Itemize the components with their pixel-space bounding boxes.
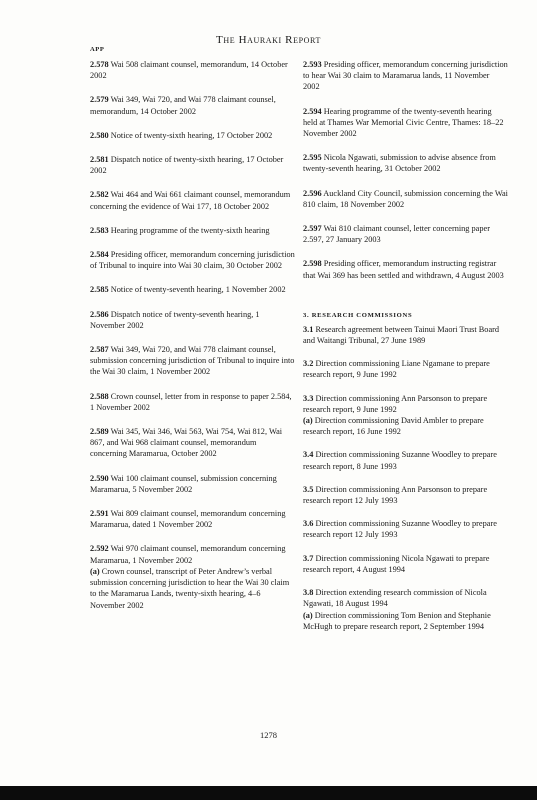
list-item xyxy=(90,391,295,413)
sub-entry-letter: (a) xyxy=(303,416,313,426)
entry-text: Wai 464 and Wai 661 claimant counsel, memorandum concerning the evidence of Wai 177, 18 October 2002 xyxy=(90,190,291,211)
entry-number: 3.1 xyxy=(303,324,314,334)
entry-text: Nicola Ngawati, submission to advise absence from twenty-seventh hearing, 31 October 2002 xyxy=(303,153,496,174)
list-item xyxy=(303,258,508,280)
list-item xyxy=(303,358,508,380)
document-list-continued xyxy=(303,59,508,281)
entry-number: 3.3 xyxy=(303,393,314,403)
entry-text: Crown counsel, letter from in response to paper 2.584, 1 November 2002 xyxy=(90,391,292,412)
entry-text: Hearing programme of the twenty-sixth hearing xyxy=(108,225,270,235)
left-column xyxy=(90,59,295,624)
entry-number: 2.586 xyxy=(90,309,109,319)
entry-text: Wai 508 claimant counsel, memorandum, 14 October 2002 xyxy=(90,60,288,81)
list-item xyxy=(90,284,295,295)
sub-entry xyxy=(303,610,508,632)
entry-number: 2.581 xyxy=(90,155,109,165)
list-item xyxy=(303,393,508,438)
list-item xyxy=(303,59,508,93)
entry-text: Direction commissioning Suzanne Woodley to prepare research report 12 July 1993 xyxy=(303,519,497,540)
entry-text: Wai 349, Wai 720, and Wai 778 claimant counsel, submission concerning jurisdiction of Tribunal to inquire into the Wai 30 claim, 1 November 2002 xyxy=(90,345,295,377)
entry-text: Dispatch notice of twenty-sixth hearing, 17 October 2002 xyxy=(90,155,284,176)
sub-entry-text: Direction commissioning Tom Benion and Stephanie McHugh to prepare research report, 2 September 1994 xyxy=(303,610,491,631)
entry-number: 2.595 xyxy=(303,153,322,163)
research-commissions-heading: 3. RESEARCH COMMISSIONS xyxy=(303,311,413,319)
entry-number: 3.6 xyxy=(303,519,314,529)
entry-text: Wai 345, Wai 346, Wai 563, Wai 754, Wai 812, Wai 867, and Wai 968 claimant counsel, memorandum concerning Maramarua, October 2002 xyxy=(90,427,283,459)
list-item xyxy=(90,508,295,530)
entry-number: 2.580 xyxy=(90,130,109,140)
entry-number: 2.591 xyxy=(90,509,109,519)
entry-text: Wai 810 claimant counsel, letter concerning paper 2.597, 27 January 2003 xyxy=(303,224,490,245)
entry-number: 2.583 xyxy=(90,225,109,235)
list-item xyxy=(90,225,295,236)
sub-entry xyxy=(90,566,295,611)
entry-number: 2.582 xyxy=(90,190,109,200)
entry-number: 2.585 xyxy=(90,285,109,295)
entry-text: Research agreement between Tainui Maori Trust Board and Waitangi Tribunal, 27 June 1989 xyxy=(303,324,500,346)
list-item xyxy=(90,189,295,211)
entry-text: Wai 809 claimant counsel, memorandum concerning Maramarua, dated 1 November 2002 xyxy=(90,509,286,530)
section-tag: APP xyxy=(90,46,105,53)
entry-text: Presiding officer, memorandum concerning jurisdiction of Tribunal to inquire into Wai 30 claim, 30 October 2002 xyxy=(90,250,295,271)
entry-number: 2.596 xyxy=(303,188,322,198)
list-item xyxy=(90,94,295,116)
entry-text: Auckland City Council, submission concerning the Wai 810 claim, 18 November 2002 xyxy=(303,188,508,209)
entry-number: 3.8 xyxy=(303,588,314,598)
entry-text: Presiding officer, memorandum concerning jurisdiction to hear Wai 30 claim to Maramarua lands, 11 November 2002 xyxy=(303,60,508,92)
list-item xyxy=(90,249,295,271)
entry-text: Direction extending research commission of Nicola Ngawati, 18 August 1994 xyxy=(303,588,487,609)
entry-text: Direction commissioning Ann Parsonson to prepare research report, 9 June 1992 xyxy=(303,393,488,414)
entry-number: 2.579 xyxy=(90,95,109,105)
list-item xyxy=(303,553,508,575)
entry-text: Wai 100 claimant counsel, submission concerning Maramarua, 5 November 2002 xyxy=(90,473,277,494)
sub-entry-text: Direction commissioning David Ambler to prepare research report, 16 June 1992 xyxy=(303,416,484,437)
entry-number: 2.590 xyxy=(90,473,109,483)
sub-entry-letter: (a) xyxy=(303,610,313,620)
entry-text: Dispatch notice of twenty-seventh hearing, 1 November 2002 xyxy=(90,309,260,330)
list-item xyxy=(90,426,295,460)
entry-text: Hearing programme of the twenty-seventh hearing held at Thames War Memorial Civic Centre, Thames: 18–22 November 2002 xyxy=(303,106,504,139)
list-item xyxy=(90,344,295,378)
list-item xyxy=(303,223,508,245)
entry-text: Notice of twenty-sixth hearing, 17 October 2002 xyxy=(108,130,273,140)
entry-number: 2.578 xyxy=(90,60,109,69)
entry-text: Notice of twenty-seventh hearing, 1 November 2002 xyxy=(108,285,286,295)
entry-number: 2.587 xyxy=(90,345,109,355)
sub-entry xyxy=(303,415,508,437)
entry-number: 2.597 xyxy=(303,224,322,234)
list-item xyxy=(303,324,508,346)
entry-text: Wai 349, Wai 720, and Wai 778 claimant counsel, memorandum, 14 October 2002 xyxy=(90,95,276,116)
sub-entry-letter: (a) xyxy=(90,566,100,576)
entry-number: 3.4 xyxy=(303,450,314,460)
right-column xyxy=(303,59,508,644)
entry-text: Direction commissioning Suzanne Woodley to prepare research report, 8 June 1993 xyxy=(303,450,497,471)
list-item xyxy=(303,484,508,506)
sub-entry-text: Crown counsel, transcript of Peter Andrew’s verbal submission concerning jurisdiction to hear the Wai 30 claim to the Maramarua Lands, twenty-sixth hearing, 4–6 November 2002 xyxy=(90,566,290,610)
list-item xyxy=(303,188,508,210)
entry-number: 3.7 xyxy=(303,553,314,563)
list-item xyxy=(303,518,508,540)
list-item xyxy=(90,130,295,141)
entry-text: Wai 970 claimant counsel, memorandum concerning Maramarua, 1 November 2002 xyxy=(90,544,286,565)
research-commissions-list xyxy=(303,324,508,632)
entry-number: 2.594 xyxy=(303,106,322,116)
list-item xyxy=(90,59,295,81)
list-item xyxy=(303,152,508,174)
list-item xyxy=(90,543,295,610)
entry-number: 2.588 xyxy=(90,391,109,401)
entry-number: 3.2 xyxy=(303,359,314,369)
list-item xyxy=(90,309,295,331)
entry-number: 2.593 xyxy=(303,60,322,69)
list-item xyxy=(90,473,295,495)
entry-text: Direction commissioning Nicola Ngawati to prepare research report, 4 August 1994 xyxy=(303,553,490,574)
entry-text: Direction commissioning Ann Parsonson to prepare research report 12 July 1993 xyxy=(303,484,488,506)
running-title: The Hauraki Report xyxy=(216,34,321,46)
entry-text: Direction commissioning Liane Ngamane to prepare research report, 9 June 1992 xyxy=(303,359,490,380)
entry-number: 3.5 xyxy=(303,484,314,494)
list-item xyxy=(303,449,508,471)
list-item xyxy=(90,154,295,176)
section-spacer xyxy=(303,294,508,312)
scan-edge xyxy=(0,786,537,800)
list-item xyxy=(303,587,508,632)
list-item xyxy=(303,106,508,140)
entry-text: Presiding officer, memorandum instructing registrar that Wai 369 has been settled and withdrawn, 4 August 2003 xyxy=(303,259,504,280)
entry-number: 2.592 xyxy=(90,544,109,554)
page-number: 1278 xyxy=(260,730,277,740)
entry-number: 2.584 xyxy=(90,250,109,260)
entry-number: 2.589 xyxy=(90,427,109,437)
entry-number: 2.598 xyxy=(303,259,322,269)
